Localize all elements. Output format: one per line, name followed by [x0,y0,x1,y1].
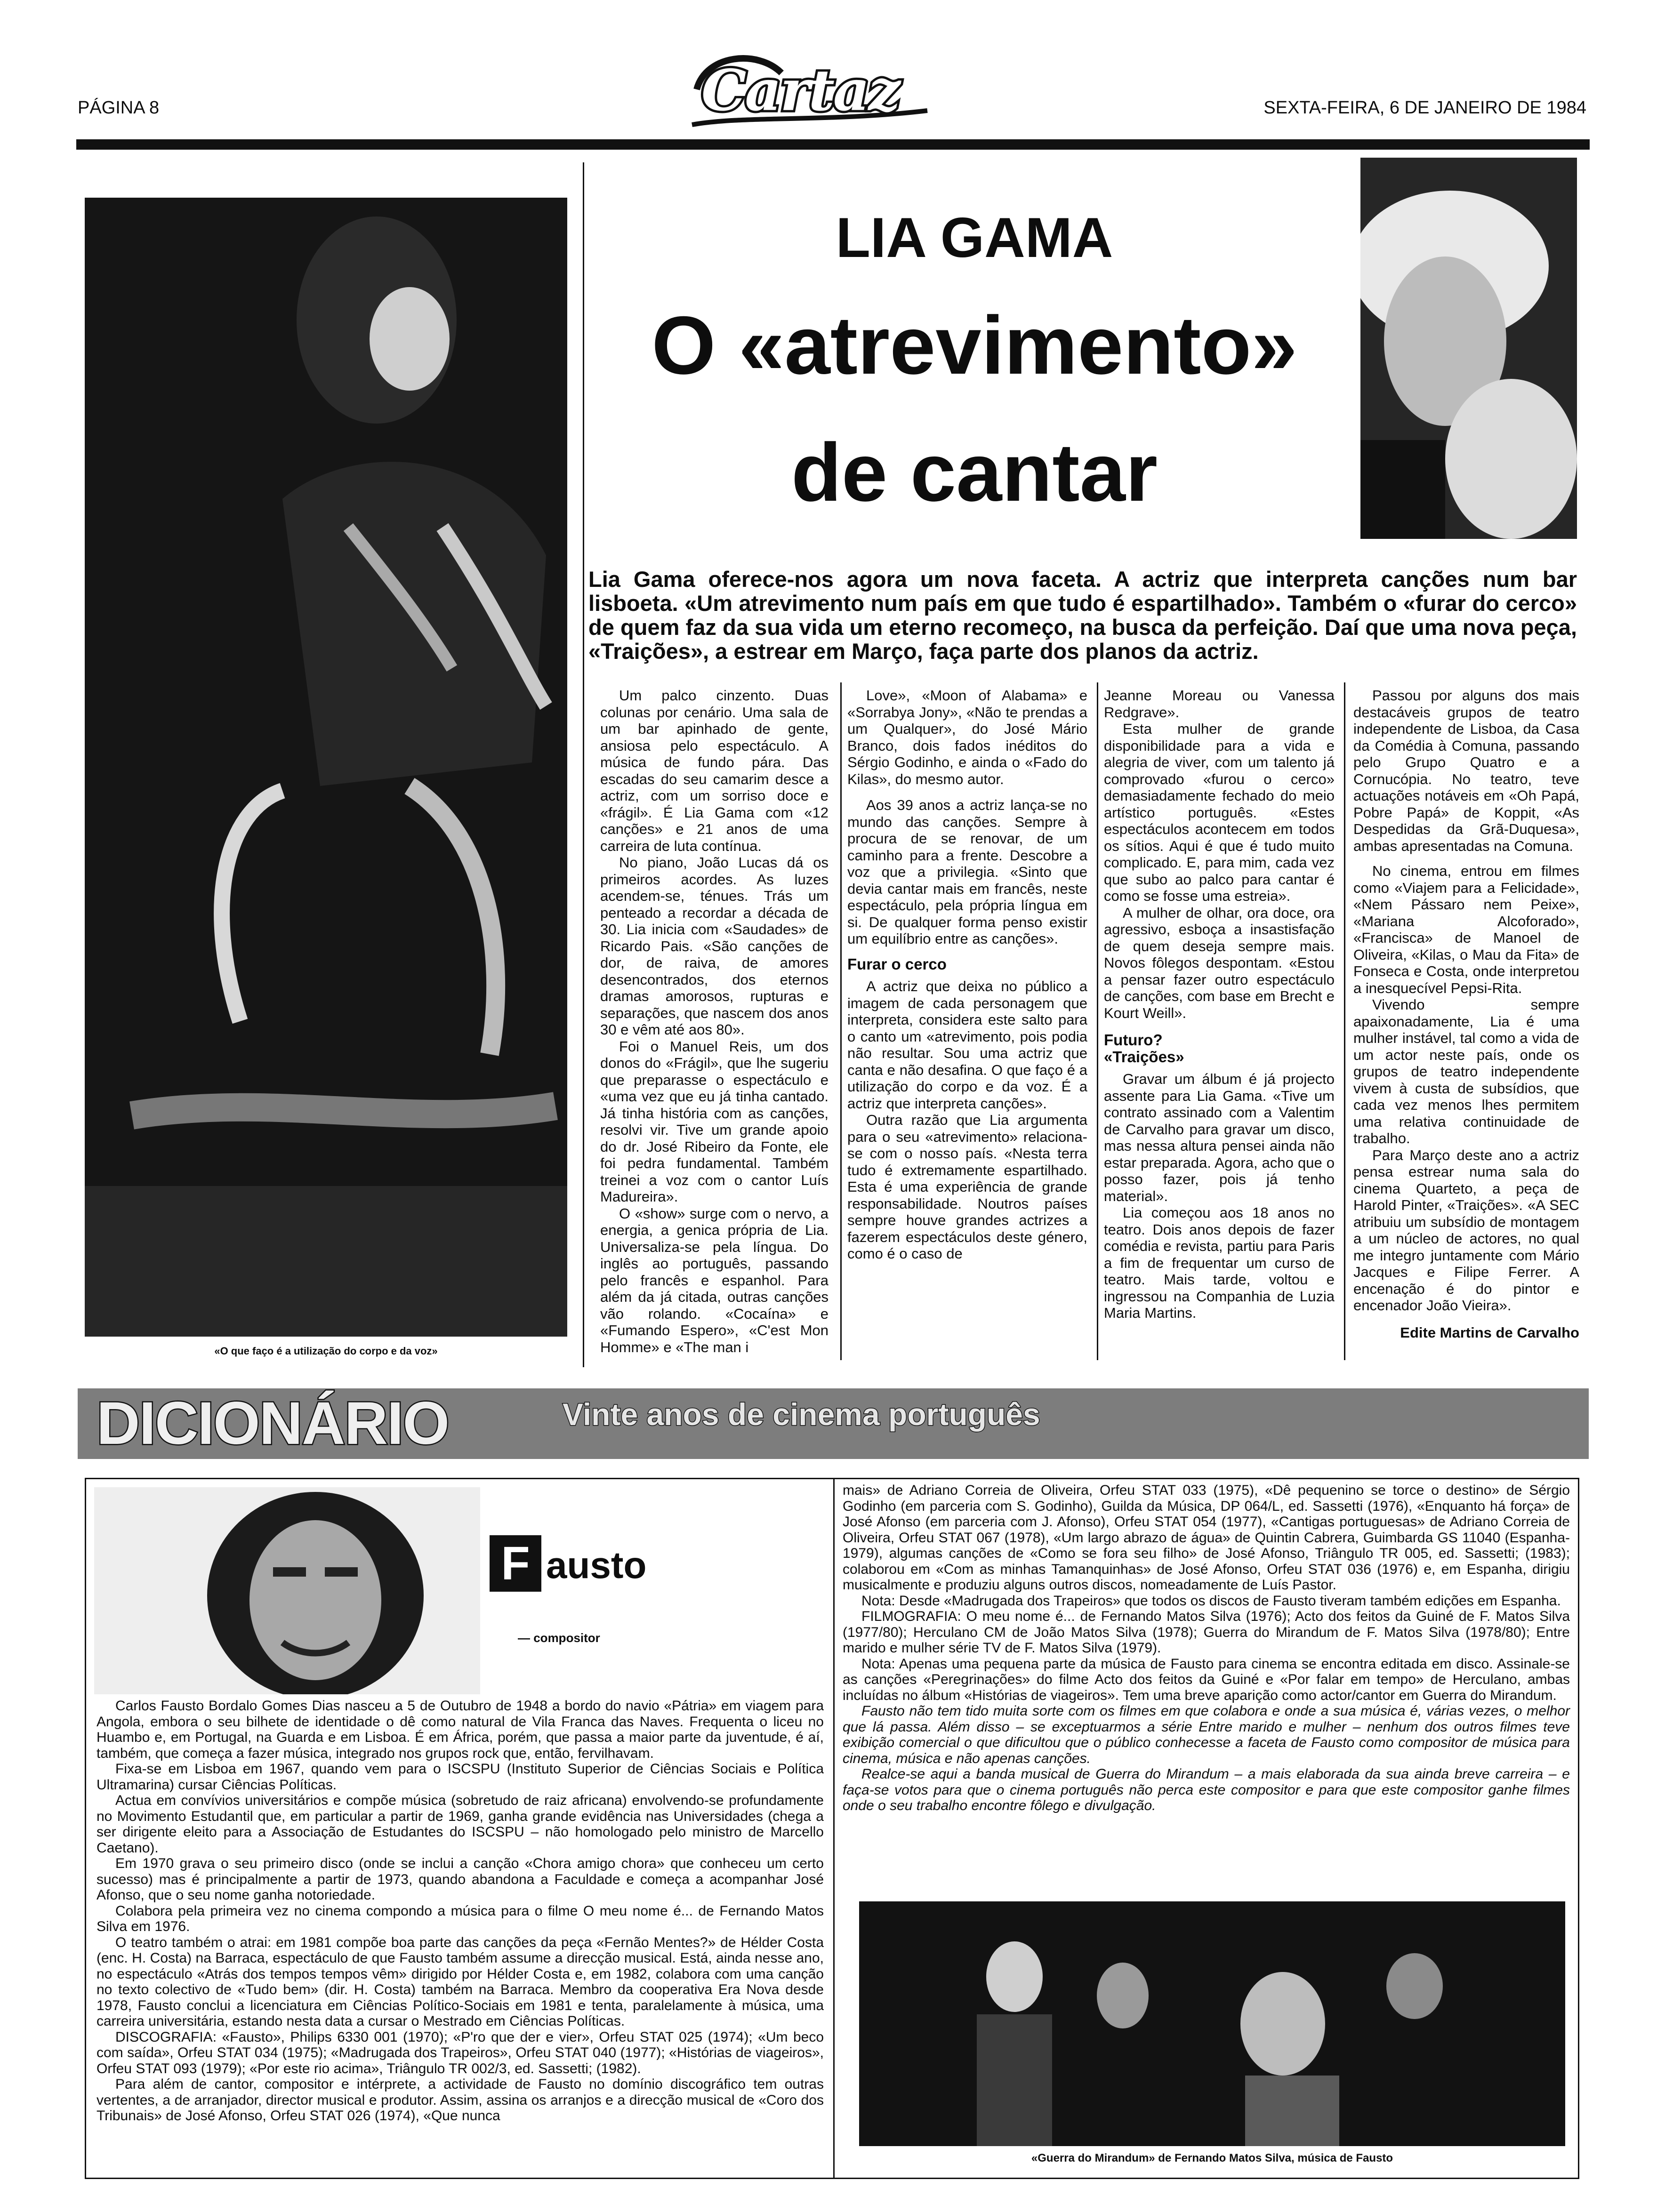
article-column-3 [1104,687,1335,1322]
column-rule [583,162,584,1367]
dictionary-left-column [97,1698,824,2124]
article-kicker: LIA GAMA [836,206,1113,269]
paragraph: Carlos Fausto Bordalo Gomes Dias nasceu a 5 de Outubro de 1948 a bordo do navio «Pátria» em viagem para Angola, embora o seu bilhete de identidade o dê como natural de Vila Franca das Naves. Frequenta o liceu no Huambo e, em Portugal, na Guarda e em Lisboa. É em África, porém, que passa a maior parte da juventude, é aí, também, que começa a fazer música, integrado nos grupos rock que, então, fervilhavam. [97,1698,824,1761]
paragraph: DISCOGRAFIA: «Fausto», Philips 6330 001 (1970); «P'ro que der e vier», Orfeu STAT 025 (1974); «Um beco com saída», Orfeu STAT 034 (1975); «Madrugada dos Trapeiros», Orfeu STAT 040 (1977); «Histórias de viageiros», Orfeu STAT 093 (1979); «Por este rio acima», Triângulo TR 002/3, ed. Sassetti; (1982). [97,2029,824,2076]
paragraph: Em 1970 grava o seu primeiro disco (onde se inclui a canção «Chora amigo chora» que conheceu um certo sucesso) mas é principalmente a partir de 1973, quando abandona a Faculdade e começa a acompanhar José Afonso, que o seu nome ganha notoriedade. [97,1856,824,1903]
paragraph: FILMOGRAFIA: O meu nome é... de Fernando Matos Silva (1976); Acto dos feitos da Guiné de F. Matos Silva (1977/80); Herculano CM de João Matos Silva (1978); Guerra do Mirandum de F. Matos Silva (1978/80); Entre marido e mulher série TV de F. Matos Silva (1979). [843,1609,1570,1656]
film-still-caption: «Guerra do Mirandum» de Fernando Matos Silva, música de Fausto [1031,2152,1393,2164]
masthead-logo [687,45,932,134]
paragraph: Esta mulher de grande disponibilidade para a vida e alegria de viver, com um talento já comprovado «furou o cerco» demasiadamente fechado do meio artístico português. «Estes espectáculos acontecem em todos os sítios. Aqui é que é tudo muito complicado. E, para mim, cada vez que subo ao palco para cantar é como se fosse uma estreia». [1104,721,1335,904]
paragraph: mais» de Adriano Correia de Oliveira, Orfeu STAT 033 (1975), «Dê pequenino se torce o destino» de Sérgio Godinho (em parceria com S. Godinho), Guilda da Música, DP 064/L, ed. Sassetti (1976), «Enquanto há força» de José Afonso (em parceria com J. Afonso), Orfeu STAT 054 (1977), «Cantigas portuguesas» de Adriano Correia de Oliveira, Orfeu STAT 067 (1978), «Um largo abrazo de água» de Quintin Cabrera, Guimbarda GS 11040 (Espanha-1979), algumas canções de «Como se fora seu filho» de José Afonso, Triângulo TR 005, ed. Sassetti; (1983); colaborou em «Com as minhas Tamanquinhas» de José Afonso, Orfeu STAT 036 (1976) e, em Espanha, dirigiu musicalmente e produziu alguns outros discos, nomeadamente de Luís Pastor. [843,1483,1570,1593]
paragraph: Passou por alguns dos mais destacáveis grupos de teatro independente de Lisboa, da Casa da Comédia à Comuna, passando pelo Grupo Quatro e a Cornucópia. No teatro, teve actuações notáveis em «Oh Papá, Pobre Papá» de Koppit, «As Despedidas da Grã-Duquesa», ambas apresentadas na Comuna. [1353,687,1579,854]
dictionary-banner-subtitle: Vinte anos de cinema português [563,1397,1040,1432]
section-heading [1104,1032,1335,1065]
paragraph: Outra razão que Lia argumenta para o seu «atrevimento» relaciona-se com o nosso país. «Nesta terra tudo é extremamente espartilhado. Esta é uma experiência de grande responsabilidade. Noutros países sempre houve grandes actrizes a fazerem espectáculos deste género, como é o caso de [847,1112,1087,1262]
dictionary-banner-title: DICIONÁRIO [97,1390,449,1457]
masthead-title: Cartaz [701,57,899,124]
entry-name: austo [546,1544,647,1586]
lia-gama-stage-photo [85,198,567,1337]
paragraph: Actua em convívios universitários e compõe música (sobretudo de raiz africana) envolvendo-se profundamente no Movimento Estudantil que, em particular a partir de 1969, ganha grande evidência nas Universidades (chega a ser dirigente eleito para a Associação de Estudantes do ISCSPU – não homologado pelo ministro de Marcello Caetano). [97,1793,824,1856]
article-column-2 [847,687,1087,1262]
paragraph: Para Março deste ano a actriz pensa estrear numa sala do cinema Quarteto, a peça de Harold Pinter, «Traições». «A SEC atribuiu um subsídio de montagem a um núcleo de actores, no qual me integro juntamente com Mário Jacques e Filipe Ferrer. A encenação é do pintor e encenador João Vieira». [1353,1146,1579,1314]
paragraph: Realce-se aqui a banda musical de Guerra do Mirandum – a mais elaborada da sua ainda breve carreira – e faça-se votos para que o cinema português não perca este compositor e para que este compositor ganhe filmes onde o seu trabalho encontre fôlego e divulgação. [843,1766,1570,1813]
paragraph: Jeanne Moreau ou Vanessa Redgrave». [1104,687,1335,721]
fausto-portrait-photo [94,1487,480,1694]
paragraph: O «show» surge com o nervo, a energia, a genica própria de Lia. Universaliza-se pela língua. Do inglês ao português, passando pelo francês e espanhol. Para além da já citada, outras canções vão rolando. «Cocaína» e «Fumando Espero», «C'est Mon Homme» e «The man i [600,1205,828,1355]
article-title-line2: de cantar [791,427,1158,519]
column-rule [1097,682,1098,1360]
paragraph: Lia começou aos 18 anos no teatro. Dois anos depois de fazer comédia e revista, partiu para Paris a fim de frequentar um curso de teatro. Mais tarde, voltou e ingressou na Companhia de Luzia Maria Martins. [1104,1204,1335,1321]
paragraph: Love», «Moon of Alabama» e «Sorrabya Jony», «Não te prendas a um Qualquer», do José Mário Branco, dois fados inéditos do Sérgio Godinho, e ainda o «Fado do Kilas», do mesmo autor. [847,687,1087,787]
paragraph: No piano, João Lucas dá os primeiros acordes. As luzes acendem-se, ténues. Trás um penteado a recordar a década de 30. Lia inicia com «Saudades» de Ricardo Pais. «São canções de dor, de raiva, de amores desencontrados, dos eternos dramas amorosos, rupturas e separações, que nascem dos anos 30 e vêm até aos 80». [600,854,828,1038]
paragraph: Nota: Apenas uma pequena parte da música de Fausto para cinema se encontra editada em disco. Assinale-se as canções «Peregrinações» do filme Acto dos feitos da Guiné e «Por falar em tempo» de Herculano, ambas incluídas no álbum «Histórias de viageiros». Tem uma breve aparição como actor/cantor em Guerra do Mirandum. [843,1656,1570,1703]
entry-role: — compositor [518,1631,600,1645]
dictionary-banner [78,1388,1589,1459]
column-rule [840,682,842,1360]
lia-gama-portrait-photo [1360,158,1577,539]
header-rule [76,139,1590,150]
section-heading-line1: Futuro? [1104,1031,1163,1049]
byline: Edite Martins de Carvalho [1400,1324,1579,1341]
paragraph: Fixa-se em Lisboa em 1967, quando vem para o ISCSPU (Instituto Superior de Ciências Sociais e Política Ultramarina) cursar Ciências Políticas. [97,1761,824,1793]
article-column-4 [1353,687,1579,1341]
stage-photo-caption: «O que faço é a utilização do corpo e da voz» [214,1345,438,1357]
column-rule [1344,682,1345,1360]
paragraph: Aos 39 anos a actriz lança-se no mundo das canções. Sempre à procura de se renovar, de um caminho para a frente. Descobre a voz que a privilegia. «Sinto que devia cantar mais em francês, neste espectáculo, pela própria língua em si. De qualquer forma penso existir um equilíbrio entre as canções». [847,797,1087,947]
dictionary-column-rule [833,1478,835,2179]
paragraph: Nota: Desde «Madrugada dos Trapeiros» que todos os discos de Fausto tiveram também edições em Espanha. [861,1593,1561,1609]
paragraph: Fausto não tem tido muita sorte com os filmes em que colabora e onde a sua música é, várias vezes, o melhor que lá passa. Além disso – se exceptuarmos a série Entre marido e mulher – nenhum dos outros filmes teve exibição comercial o que dificultou que o público conhecesse a faceta de Fausto como compositor de música para cinema, música e não apenas canções. [843,1703,1570,1766]
article-lead: Lia Gama oferece-nos agora um nova faceta. A actriz que interpreta canções num bar lisboeta. «Um atrevimento num país em que tudo é espartilhado». Também o «furar do cerco» de quem faz da sua vida um eterno recomeço, na busca da perfeição. Daí que uma nova peça, «Traições», a estrear em Março, faça parte dos planos da actriz. [588,567,1577,664]
paragraph: No cinema, entrou em filmes como «Viajem para a Felicidade», «Nem Pássaro nem Peixe», «Mariana Alcoforado», «Francisca» de Manoel de Oliveira, «Kilas, o Mau da Fita» de Fonseca e Costa, onde interpretou a inesquecível Pepsi-Rita. [1353,863,1579,996]
issue-date: SEXTA-FEIRA, 6 DE JANEIRO DE 1984 [1263,98,1586,118]
paragraph: Gravar um álbum é já projecto assente para Lia Gama. «Tive um contrato assinado com a Valentim de Carvalho para gravar um disco, mas nessa altura pensei ainda não estar preparada. Agora, acho que o posso fazer, pois já tenho material». [1104,1071,1335,1204]
dictionary-right-column [843,1483,1570,1814]
paragraph: Foi o Manuel Reis, um dos donos do «Frágil», que lhe sugeriu que preparasse o espectáculo e «uma vez que eu já tinha cantado. Já tinha história com as canções, resolvi vir. Tive um grande apoio do dr. José Ribeiro da Fonte, ele foi pedra fundamental. Também treinei a voz com o cantor Luís Madureira». [600,1038,828,1205]
page-number: PÁGINA 8 [78,98,160,118]
paragraph: Um palco cinzento. Duas colunas por cenário. Uma sala de um bar apinhado de gente, ansiosa pelo espectáculo. A música de fundo pára. Das escadas do seu camarim desce a actriz, com um sorriso doce e «frágil». É Lia Gama com «12 canções» e 21 anos de uma carreira de luta contínua. [600,687,828,854]
paragraph: Para além de cantor, compositor e intérprete, a actividade de Fausto no domínio discográfico tem outras vertentes, a de arranjador, director musical e produtor. Assim, assina os arranjos e a direcção musical de «Coro dos Tribunais» de José Afonso, Orfeu STAT 026 (1974), «Que nunca [97,2076,824,2124]
paragraph: O teatro também o atrai: em 1981 compõe boa parte das canções da peça «Fernão Mentes?» de Hélder Costa (enc. H. Costa) na Barraca, espectáculo de que Fausto também assume a direcção musical. Está, ainda nesse ano, no espectáculo «Atrás dos tempos tempos vêm» dirigido por Hélder Costa e, em 1982, colabora com uma canção no texto colectivo de «Tudo bem» (dir. H. Costa) também na Barraca. Membro da cooperativa Era Nova desde 1978, Fausto conclui a licenciatura em Ciências Político-Sociais em 1981 e tenta, paralelamente à música, uma carreira universitária, estando nesta data a cursar o Mestrado em Ciências Políticas. [97,1934,824,2029]
entry-letter: F [490,1535,541,1592]
article-column-1 [600,687,828,1355]
paragraph: Colabora pela primeira vez no cinema compondo a música para o filme O meu nome é... de Fernando Matos Silva em 1976. [97,1903,824,1934]
paragraph: A actriz que deixa no público a imagem de cada personagem que interpreta, considera este salto para o canto um «atrevimento, pois podia não resultar. Sou uma actriz que canta e não desafina. O que faço é a utilização do corpo e da voz. É a actriz que interpreta canções». [847,978,1087,1112]
section-heading: Furar o cerco [847,955,947,973]
article-title-line1: O «atrevimento» [652,300,1297,392]
section-heading-line2: «Traições» [1104,1048,1184,1066]
paragraph: Vivendo sempre apaixonadamente, Lia é uma mulher instável, tal como a vida de um actor neste país, onde os grupos de teatro independente vivem à custa de subsídios, que cada vez menos lhes permitem uma relativa continuidade de trabalho. [1353,996,1579,1146]
paragraph: A mulher de olhar, ora doce, ora agressivo, esboça a insastisfação de quem deseja sempre mais. Novos fôlegos despontam. «Estou a pensar fazer outro espectáculo de canções, com base em Brecht e Kourt Weill». [1104,904,1335,1021]
guerra-do-mirandum-film-still [859,1901,1565,2146]
